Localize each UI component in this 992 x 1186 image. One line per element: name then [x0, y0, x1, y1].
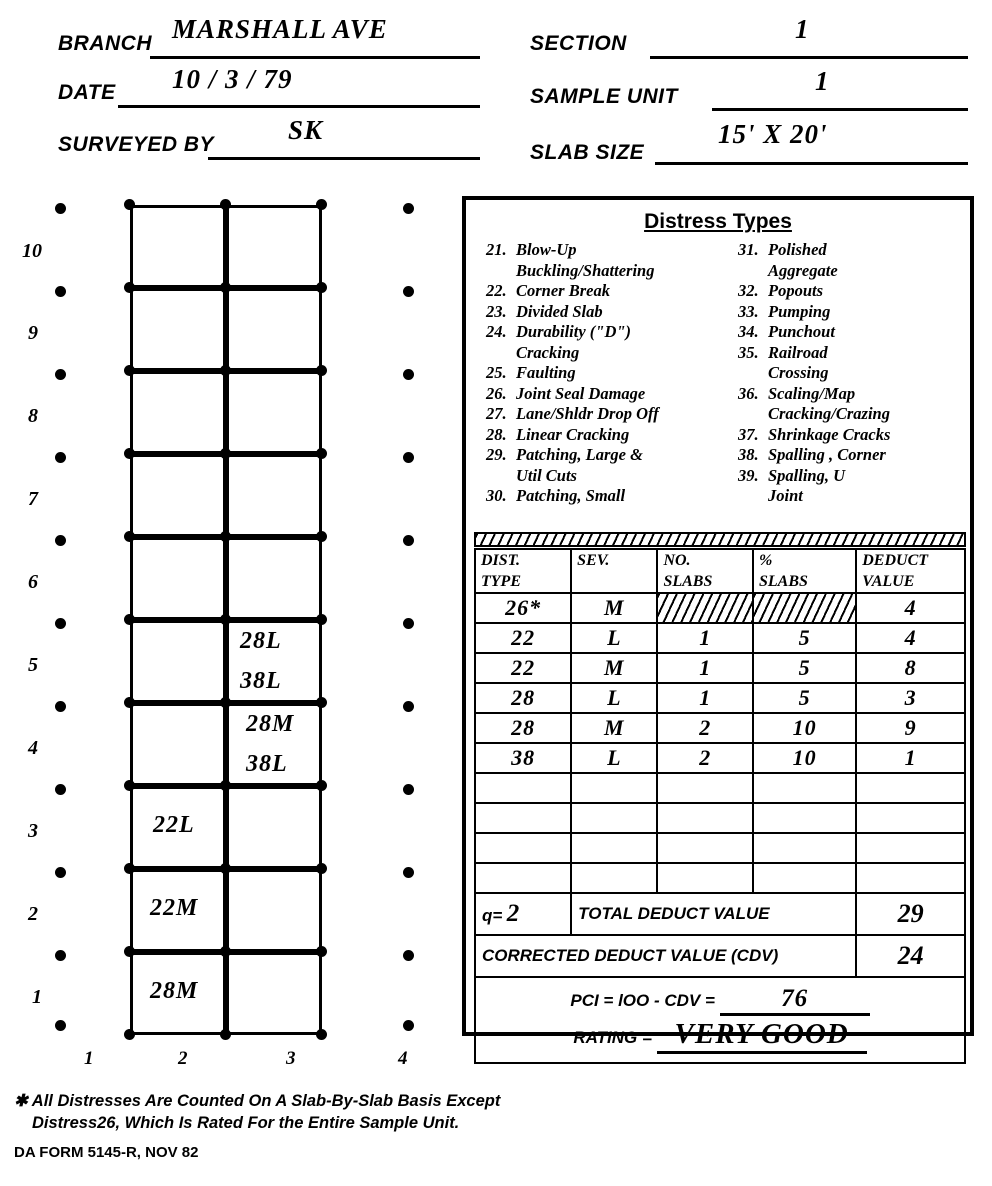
distress-item-label: Shrinkage Cracks — [768, 424, 891, 444]
map-note[interactable]: 22M — [150, 895, 199, 921]
slab-cell[interactable] — [130, 288, 226, 371]
distress-item-cont: Util Cuts — [516, 465, 577, 485]
joint-node — [316, 863, 327, 874]
slab-cell[interactable] — [130, 371, 226, 454]
distress-item-label: Blow-Up — [516, 240, 577, 259]
th-dist-type-l1: DIST. — [481, 552, 520, 569]
distress-table-grid — [474, 548, 966, 1064]
cell-dist-type[interactable] — [475, 773, 571, 803]
distress-item — [738, 322, 968, 343]
table-row[interactable] — [475, 593, 965, 623]
cell-sev[interactable] — [571, 803, 657, 833]
distress-item-cont: Crossing — [768, 363, 829, 382]
distress-item-label: Divided Slab — [516, 301, 603, 321]
distress-item-label: Spalling , Corner — [768, 445, 886, 464]
distress-item-number: 24. — [486, 322, 507, 341]
distress-item-label: Lane/Shldr Drop Off — [516, 404, 659, 423]
slab-cell[interactable] — [226, 869, 322, 952]
joint-node — [124, 365, 135, 376]
map-col-label: 4 — [398, 1048, 408, 1069]
surveyed-by-underline — [208, 157, 480, 160]
th-no-slabs — [657, 549, 753, 593]
distress-item-cont: Cracking — [516, 342, 580, 362]
joint-node — [124, 780, 135, 791]
distress-item — [486, 322, 734, 363]
slab-cell[interactable] — [130, 205, 226, 288]
distress-type-list — [466, 240, 970, 540]
table-row[interactable] — [475, 743, 965, 773]
cell-dist-type[interactable] — [475, 863, 571, 893]
joint-node — [220, 531, 231, 542]
cell-deduct[interactable] — [856, 863, 965, 893]
pci-rating-block — [475, 977, 965, 1063]
table-row[interactable] — [475, 623, 965, 653]
q-label: q= — [482, 906, 503, 925]
map-node-dot — [403, 701, 414, 712]
cell-no-slabs[interactable]: 2 — [657, 713, 753, 743]
distress-item-number: 37. — [738, 424, 759, 444]
map-node-dot — [403, 618, 414, 629]
cell-dist-type[interactable]: 22 — [475, 623, 571, 653]
joint-node — [220, 1029, 231, 1040]
map-node-dot — [55, 452, 66, 463]
distress-item — [738, 281, 968, 302]
distress-item — [738, 240, 968, 281]
th-pct-slabs — [753, 549, 856, 593]
distress-item — [738, 384, 968, 425]
distress-item-number: 33. — [738, 301, 759, 321]
slab-map[interactable] — [18, 195, 448, 1069]
pci-value[interactable]: 76 — [720, 985, 870, 1016]
map-row-label: 8 — [28, 405, 38, 427]
joint-node — [124, 531, 135, 542]
th-dist-type — [475, 549, 571, 593]
cell-pct-slabs[interactable] — [753, 833, 856, 863]
joint-node — [316, 946, 327, 957]
distress-item-number: 34. — [738, 322, 759, 341]
distress-item-label: Joint Seal Damage — [516, 383, 646, 403]
cell-pct-slabs[interactable] — [753, 803, 856, 833]
map-row-label: 1 — [32, 986, 42, 1008]
cell-no-slabs[interactable] — [657, 863, 753, 893]
distress-table[interactable] — [474, 548, 966, 1064]
surveyed-by-label: SURVEYED BY — [58, 133, 215, 156]
cell-no-slabs[interactable] — [657, 803, 753, 833]
distress-item-cont: Cracking/Crazing — [768, 404, 890, 423]
form-footer — [14, 1090, 974, 1161]
distress-item-cont: Aggregate — [768, 260, 838, 280]
distress-item — [486, 486, 734, 507]
cell-pct-slabs[interactable]: 10 — [753, 743, 856, 773]
cell-no-slabs[interactable]: 1 — [657, 683, 753, 713]
rating-label: RATING = — [573, 1028, 652, 1047]
joint-node — [220, 282, 231, 293]
map-node-dot — [403, 203, 414, 214]
map-row-label: 9 — [28, 322, 38, 344]
map-row-label: 7 — [28, 488, 38, 510]
cell-sev[interactable] — [571, 863, 657, 893]
distress-item-label: Pumping — [768, 301, 831, 321]
th-sev-l1: SEV. — [577, 552, 610, 569]
slab-cell[interactable] — [226, 288, 322, 371]
total-deduct-label: TOTAL DEDUCT VALUE — [571, 893, 856, 935]
map-node-dot — [403, 950, 414, 961]
cell-deduct[interactable]: 3 — [856, 683, 965, 713]
hatched-divider — [474, 532, 966, 547]
distress-item — [738, 466, 968, 507]
cell-no-slabs[interactable]: 1 — [657, 653, 753, 683]
surveyed-by-value[interactable]: SK — [288, 115, 324, 145]
distress-item — [738, 302, 968, 323]
cell-pct-slabs[interactable]: 10 — [753, 713, 856, 743]
distress-item-number: 36. — [738, 383, 759, 403]
date-value[interactable]: 10 / 3 / 79 — [172, 64, 293, 94]
joint-node — [124, 697, 135, 708]
distress-item-label: Faulting — [516, 363, 576, 382]
distress-item-label: Scaling/Map — [768, 383, 856, 403]
cell-sev[interactable]: L — [571, 683, 657, 713]
cell-no-slabs[interactable] — [657, 593, 753, 623]
cell-no-slabs[interactable] — [657, 773, 753, 803]
distress-list-right — [738, 240, 968, 507]
map-col-label: 2 — [178, 1048, 188, 1069]
slab-cell[interactable] — [226, 537, 322, 620]
joint-node — [124, 946, 135, 957]
cell-pct-slabs[interactable] — [753, 593, 856, 623]
footnote-line-1: ✱ All Distresses Are Counted On A Slab-By-Slab Basis Except — [14, 1092, 501, 1110]
cell-dist-type[interactable]: 38 — [475, 743, 571, 773]
cdv-label: CORRECTED DEDUCT VALUE (CDV) — [475, 935, 856, 977]
map-node-dot — [55, 286, 66, 297]
distress-item — [738, 425, 968, 446]
cell-no-slabs[interactable] — [657, 833, 753, 863]
distress-item-label: Spalling, U — [768, 465, 846, 485]
cell-sev[interactable]: L — [571, 623, 657, 653]
map-node-dot — [55, 1020, 66, 1031]
total-deduct-row — [475, 893, 965, 935]
form-header — [0, 0, 992, 175]
joint-node — [124, 1029, 135, 1040]
joint-node — [220, 863, 231, 874]
distress-item-label: Punchout — [768, 322, 835, 341]
distress-item-label: Patching, Small — [516, 486, 626, 505]
slab-cell[interactable] — [226, 952, 322, 1035]
distress-item — [486, 445, 734, 486]
map-node-dot — [403, 784, 414, 795]
section-underline — [650, 56, 968, 59]
map-col-label: 3 — [286, 1048, 296, 1069]
table-row[interactable] — [475, 803, 965, 833]
map-note[interactable]: 28M — [150, 978, 199, 1004]
slab-cell[interactable] — [130, 454, 226, 537]
distress-item — [738, 343, 968, 384]
slab-cell[interactable] — [130, 703, 226, 786]
joint-node — [124, 199, 135, 210]
sample-unit-underline — [712, 108, 968, 111]
cell-dist-type[interactable]: 28 — [475, 713, 571, 743]
map-col-label: 1 — [84, 1048, 94, 1069]
distress-item-label: Corner Break — [516, 281, 610, 300]
joint-node — [316, 1029, 327, 1040]
joint-node — [316, 780, 327, 791]
slab-cell[interactable] — [130, 537, 226, 620]
cell-deduct[interactable] — [856, 773, 965, 803]
distress-item — [486, 363, 734, 384]
slab-size-underline — [655, 162, 968, 165]
map-node-dot — [55, 867, 66, 878]
joint-node — [220, 199, 231, 210]
table-header-row — [475, 549, 965, 593]
map-node-dot — [55, 535, 66, 546]
cell-deduct[interactable]: 4 — [856, 623, 965, 653]
joint-node — [316, 697, 327, 708]
table-row[interactable] — [475, 713, 965, 743]
cell-deduct[interactable]: 1 — [856, 743, 965, 773]
distress-item-label: Patching, Large & — [516, 445, 643, 464]
map-note[interactable]: 22L — [153, 812, 195, 838]
distress-types-title: Distress Types — [644, 210, 792, 233]
map-row-label: 4 — [28, 737, 38, 759]
footnote-line-2: Distress26, Which Is Rated For the Entire Sample Unit. — [32, 1114, 460, 1132]
date-label: DATE — [58, 81, 116, 104]
sample-unit-label: SAMPLE UNIT — [530, 85, 678, 108]
cell-dist-type[interactable]: 22 — [475, 653, 571, 683]
map-node-dot — [55, 950, 66, 961]
branch-value[interactable]: MARSHALL AVE — [172, 14, 388, 44]
joint-node — [124, 282, 135, 293]
cell-sev[interactable]: M — [571, 653, 657, 683]
th-no-slabs-l2: SLABS — [663, 573, 713, 590]
joint-node — [220, 448, 231, 459]
joint-node — [124, 863, 135, 874]
cell-dist-type[interactable]: 26* — [475, 593, 571, 623]
slab-size-label: SLAB SIZE — [530, 141, 645, 164]
slab-cell[interactable] — [226, 205, 322, 288]
joint-node — [316, 614, 327, 625]
joint-node — [220, 946, 231, 957]
slab-cell[interactable] — [226, 371, 322, 454]
joint-node — [220, 780, 231, 791]
distress-panel — [462, 196, 974, 1050]
cell-sev[interactable]: M — [571, 593, 657, 623]
distress-item-label: Railroad — [768, 342, 828, 362]
form-number: DA FORM 5145-R, NOV 82 — [14, 1144, 199, 1161]
section-value[interactable]: 1 — [795, 14, 810, 44]
cell-pct-slabs[interactable]: 5 — [753, 653, 856, 683]
distress-item-label: Durability ("D") — [516, 322, 632, 341]
distress-item-cont: Joint — [768, 486, 803, 505]
th-sev — [571, 549, 657, 593]
map-note[interactable]: 38L — [240, 668, 282, 694]
th-deduct-value — [856, 549, 965, 593]
joint-node — [316, 199, 327, 210]
branch-label: BRANCH — [58, 32, 152, 55]
joint-node — [124, 614, 135, 625]
distress-item-number: 30. — [486, 486, 507, 505]
map-node-dot — [55, 369, 66, 380]
distress-item-number: 39. — [738, 465, 759, 485]
distress-item-number: 22. — [486, 281, 507, 300]
distress-item — [738, 445, 968, 466]
distress-item-number: 26. — [486, 383, 507, 403]
joint-node — [316, 282, 327, 293]
table-row[interactable] — [475, 683, 965, 713]
map-node-dot — [403, 286, 414, 297]
total-deduct-value[interactable]: 29 — [856, 893, 965, 935]
th-deduct-l2: VALUE — [862, 573, 915, 590]
distress-item-number: 32. — [738, 281, 759, 300]
q-cell[interactable] — [475, 893, 571, 935]
joint-node — [220, 365, 231, 376]
cell-deduct[interactable]: 9 — [856, 713, 965, 743]
sample-unit-value[interactable]: 1 — [815, 66, 830, 96]
distress-item — [486, 404, 734, 425]
distress-list-left — [486, 240, 734, 507]
date-underline — [118, 105, 480, 108]
cell-pct-slabs[interactable]: 5 — [753, 623, 856, 653]
distress-item-number: 21. — [486, 240, 507, 259]
q-value[interactable]: 2 — [506, 900, 520, 927]
th-pct-slabs-l1: % — [759, 552, 773, 569]
distress-item-number: 38. — [738, 445, 759, 464]
section-label: SECTION — [530, 32, 627, 55]
distress-item-label: Polished — [768, 240, 827, 259]
cdv-value[interactable]: 24 — [856, 935, 965, 977]
map-note[interactable]: 38L — [246, 751, 288, 777]
table-row[interactable] — [475, 773, 965, 803]
table-row[interactable] — [475, 833, 965, 863]
distress-item-label: Linear Cracking — [516, 424, 630, 444]
distress-item-number: 29. — [486, 445, 507, 464]
cell-no-slabs[interactable]: 2 — [657, 743, 753, 773]
cell-pct-slabs[interactable] — [753, 773, 856, 803]
distress-item — [486, 384, 734, 405]
cell-deduct[interactable]: 8 — [856, 653, 965, 683]
distress-item-number: 28. — [486, 424, 507, 444]
distress-item — [486, 425, 734, 446]
map-row-label: 6 — [28, 571, 38, 593]
map-node-dot — [403, 535, 414, 546]
cell-dist-type[interactable]: 28 — [475, 683, 571, 713]
distress-item-label: Popouts — [768, 281, 824, 300]
distress-item — [486, 281, 734, 302]
rating-value[interactable]: VERY GOOD — [657, 1018, 867, 1054]
cell-sev[interactable] — [571, 833, 657, 863]
distress-item-number: 23. — [486, 301, 507, 321]
distress-item-number: 25. — [486, 363, 507, 382]
cell-deduct[interactable] — [856, 833, 965, 863]
cell-pct-slabs[interactable]: 5 — [753, 683, 856, 713]
distress-item-number: 27. — [486, 404, 507, 423]
map-node-dot — [403, 867, 414, 878]
table-row[interactable] — [475, 863, 965, 893]
pci-label: PCI = lOO - CDV = — [570, 991, 715, 1010]
cell-sev[interactable]: L — [571, 743, 657, 773]
joint-node — [124, 448, 135, 459]
th-no-slabs-l1: NO. — [663, 552, 691, 569]
map-note[interactable]: 28L — [240, 628, 282, 654]
joint-node — [220, 697, 231, 708]
map-node-dot — [55, 618, 66, 629]
joint-node — [316, 365, 327, 376]
th-pct-slabs-l2: SLABS — [759, 573, 808, 590]
cell-dist-type[interactable] — [475, 803, 571, 833]
cell-no-slabs[interactable]: 1 — [657, 623, 753, 653]
map-node-dot — [403, 369, 414, 380]
cell-pct-slabs[interactable] — [753, 863, 856, 893]
map-row-label: 3 — [28, 820, 38, 842]
joint-node — [220, 614, 231, 625]
map-node-dot — [55, 203, 66, 214]
map-row-label: 2 — [28, 903, 38, 925]
table-row[interactable] — [475, 653, 965, 683]
slab-cell[interactable] — [226, 786, 322, 869]
cdv-row — [475, 935, 965, 977]
slab-cell[interactable] — [130, 620, 226, 703]
distress-item-cont: Buckling/Shattering — [516, 260, 655, 280]
slab-size-value[interactable]: 15' X 20' — [718, 119, 828, 149]
cell-dist-type[interactable] — [475, 833, 571, 863]
th-sev-l2 — [572, 571, 656, 592]
joint-node — [316, 531, 327, 542]
joint-node — [316, 448, 327, 459]
map-node-dot — [403, 452, 414, 463]
map-node-dot — [55, 701, 66, 712]
distress-item — [486, 302, 734, 323]
branch-underline — [150, 56, 480, 59]
slab-cell[interactable] — [226, 454, 322, 537]
pci-row — [475, 977, 965, 1063]
map-note[interactable]: 28M — [246, 711, 295, 737]
cell-sev[interactable]: M — [571, 713, 657, 743]
map-node-dot — [55, 784, 66, 795]
map-row-label: 5 — [28, 654, 38, 676]
distress-item — [486, 240, 734, 281]
map-node-dot — [403, 1020, 414, 1031]
cell-sev[interactable] — [571, 773, 657, 803]
th-dist-type-l2: TYPE — [481, 573, 521, 590]
cell-deduct[interactable]: 4 — [856, 593, 965, 623]
distress-item-number: 31. — [738, 240, 759, 259]
pci-line — [476, 985, 964, 1016]
th-deduct-l1: DEDUCT — [862, 552, 929, 569]
map-row-label: 10 — [22, 240, 42, 262]
rating-line — [476, 1018, 964, 1054]
cell-deduct[interactable] — [856, 803, 965, 833]
distress-item-number: 35. — [738, 342, 759, 362]
